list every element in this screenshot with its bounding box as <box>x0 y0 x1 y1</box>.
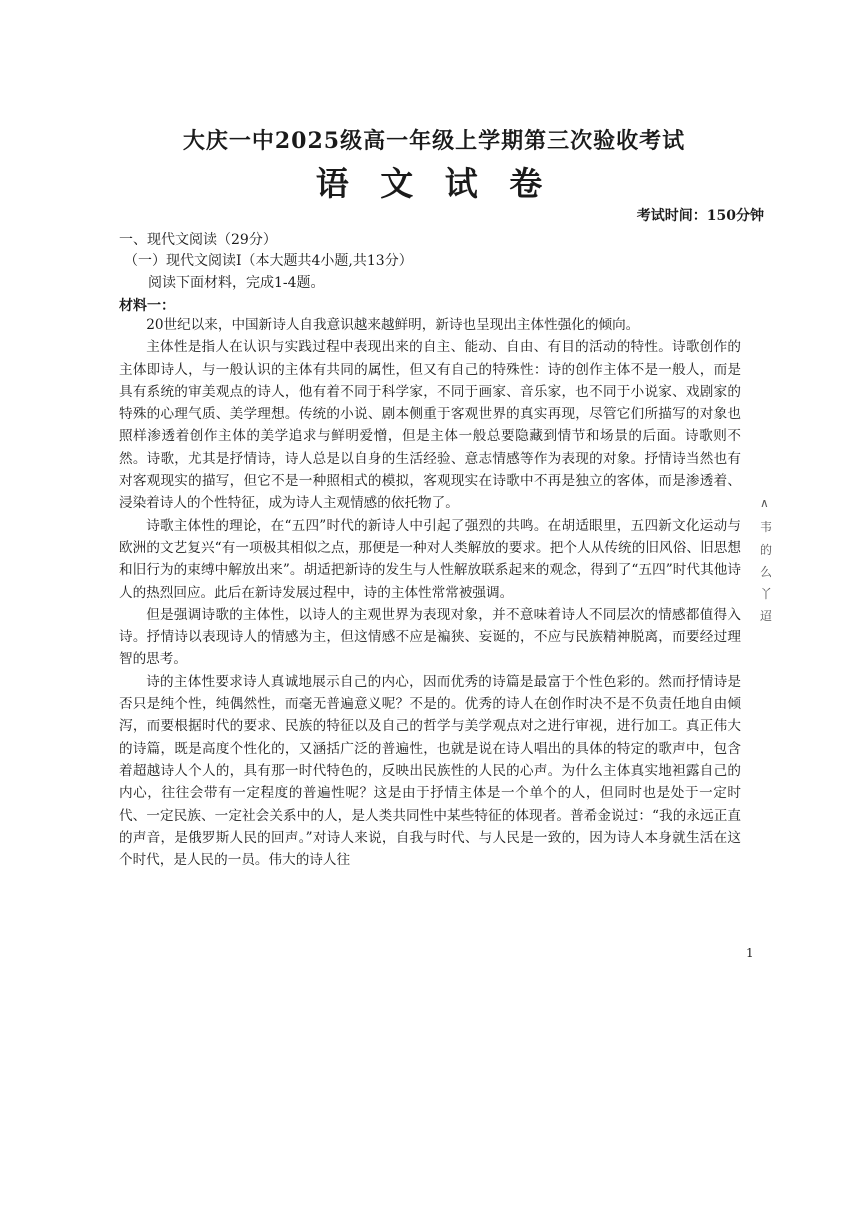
edge-mark: 迢 <box>760 609 773 623</box>
paragraph: 20世纪以来，中国新诗人自我意识越来越鲜明，新诗也呈现出主体性强化的倾向。 <box>146 317 640 333</box>
exam-title: 大庆一中2025级高一年级上学期第三次验收考试 <box>182 128 686 154</box>
section-heading: 一、现代文阅读（29分） <box>119 232 277 248</box>
edge-mark: 丫 <box>760 587 773 601</box>
edge-mark: ∧ <box>760 496 769 510</box>
paragraph: 主体性是指人在认识与实践过程中表现出来的自主、能动、自由、有目的活动的特性。诗歌创作的主体即诗人，与一般认识的主体有共同的属性，但又有自己的特殊性：诗的创作主体不是一般人，而是具有系统的审美观点的诗人，他有着不同于科学家，不同于画家、音乐家，也不同于小说家、戏剧家的特殊的心理气质、美学理想。传统的小说、剧本侧重于客观世界的真实再现，尽管它们所描写的对象也照样渗透着创作主体的美学追求与鲜明爱憎，但是主体一般总要隐藏到情节和场景的后面。诗歌则不然。诗歌，尤其是抒情诗，诗人总是以自身的生活经验、意志情感等作为表现的对象。抒情诗当然也有对客观现实的描写，但它不是一种照相式的模拟，客观现实在诗歌中不再是独立的客体，而是渗透着、浸染着诗人的个性特征，成为诗人主观情感的依托物了。 <box>119 339 741 512</box>
subsection-heading: （一）现代文阅读Ⅰ（本大题共4小题,共13分） <box>124 253 413 269</box>
edge-mark: 的 <box>760 543 773 557</box>
reading-instruction: 阅读下面材料，完成1-4题。 <box>148 275 325 291</box>
page-number: 1 <box>746 946 754 960</box>
paragraph: 诗的主体性要求诗人真诚地展示自己的内心，因而优秀的诗篇是最富于个性色彩的。然而抒情诗是否只是纯个性，纯偶然性，而毫无普遍意义呢？不是的。优秀的诗人在创作时决不是不负责任地自由倾泻，而要根据时代的要求、民族的特征以及自己的哲学与美学观点对之进行审视，进行加工。真正伟大的诗篇，既是高度个性化的，又涵括广泛的普遍性，也就是说在诗人唱出的具体的特定的歌声中，包含着超越诗人个人的，具有那一时代特色的，反映出民族性的人民的心声。为什么主体真实地袒露自己的内心，往往会带有一定程度的普遍性呢？这是由于抒情主体是一个单个的人，但同时也是处于一定时代、一定民族、一定社会关系中的人，是人类共同性中某些特征的体现者。普希金说过：“我的永远正直的声音，是俄罗斯人民的回声。”对诗人来说，自我与时代、与人民是一致的，因为诗人本身就生活在这个时代，是人民的一员。伟大的诗人往 <box>119 673 741 869</box>
edge-mark: 么 <box>760 565 773 579</box>
exam-time: 考试时间：150分钟 <box>636 208 764 224</box>
subject-title: 语 文 试 卷 <box>315 164 553 203</box>
paragraph: 但是强调诗歌的主体性，以诗人的主观世界为表现对象，并不意味着诗人不同层次的情感都值得入诗。抒情诗以表现诗人的情感为主，但这情感不应是褊狭、妄诞的，不应与民族精神脱离，而要经过理智的思考。 <box>119 606 741 668</box>
material-body <box>119 314 741 871</box>
material-label: 材料一： <box>119 298 175 314</box>
paragraph: 诗歌主体性的理论，在“五四”时代的新诗人中引起了强烈的共鸣。在胡适眼里，五四新文化运动与欧洲的文艺复兴“有一项极其相似之点，那便是一种对人类解放的要求。把个人从传统的旧风俗、旧思想和旧行为的束缚中解放出来”。胡适把新诗的发生与人性解放联系起来的观念，得到了“五四”时代其他诗人的热烈回应。此后在新诗发展过程中，诗的主体性常常被强调。 <box>119 517 741 601</box>
edge-mark: 韦 <box>760 520 773 534</box>
